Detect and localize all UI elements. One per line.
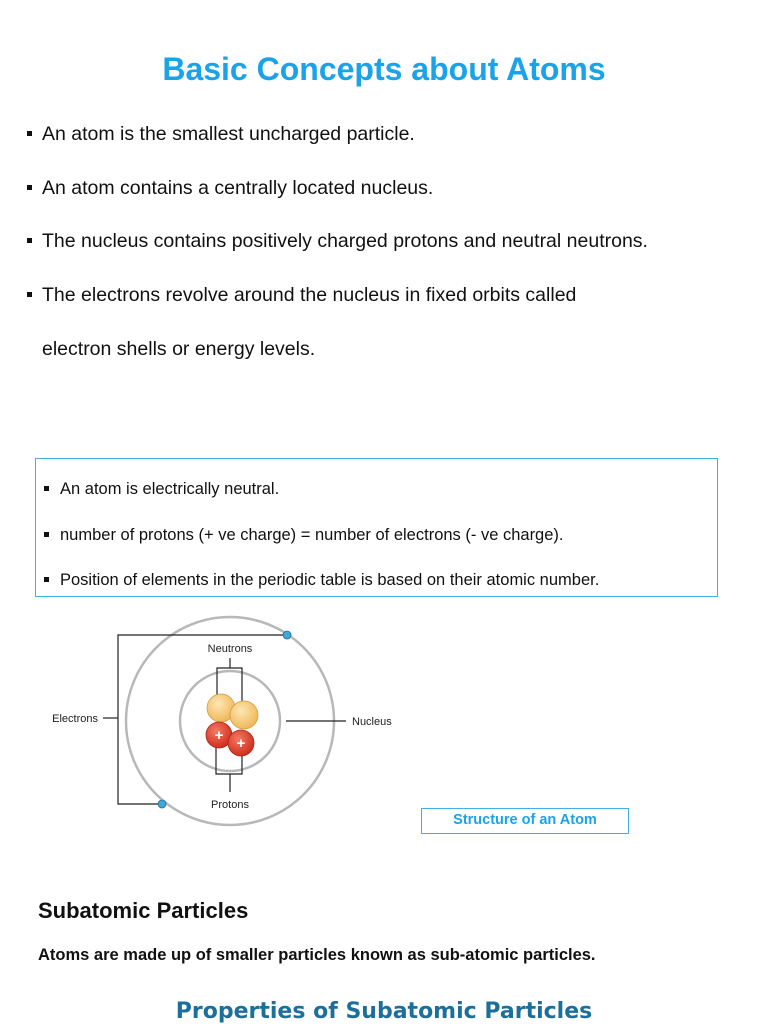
key-point-text: An atom is the smallest uncharged particle. bbox=[42, 123, 415, 145]
callout-item bbox=[60, 570, 599, 590]
key-point-text: electron shells or energy levels. bbox=[42, 338, 316, 360]
electron-icon bbox=[283, 631, 291, 639]
callout-text: An atom is electrically neutral. bbox=[60, 480, 280, 498]
bullet-icon bbox=[27, 238, 32, 243]
bullet-icon bbox=[44, 577, 49, 582]
key-point-text: An atom contains a centrally located nucleus. bbox=[42, 177, 434, 199]
key-point bbox=[42, 122, 415, 146]
inner-orbit bbox=[180, 671, 280, 771]
bullet-icon bbox=[27, 131, 32, 136]
proton-charge-sign: + bbox=[236, 735, 246, 752]
section-heading: Subatomic Particles bbox=[38, 898, 249, 923]
bullet-icon bbox=[44, 532, 49, 537]
bullet-icon bbox=[44, 486, 49, 491]
nucleus-label: Nucleus bbox=[352, 716, 392, 728]
page-title: Basic Concepts about Atoms bbox=[162, 51, 606, 87]
protons-label: Protons bbox=[211, 799, 249, 811]
callout-item bbox=[60, 525, 564, 545]
electrons-label: Electrons bbox=[52, 713, 98, 725]
properties-subheading: Properties of Subatomic Particles bbox=[175, 999, 593, 1024]
key-point bbox=[42, 229, 648, 253]
bullet-icon bbox=[27, 292, 32, 297]
callout-item bbox=[60, 479, 279, 499]
proton-charge-sign: + bbox=[214, 727, 224, 744]
key-point-text: The electrons revolve around the nucleus in fixed orbits called bbox=[42, 284, 577, 306]
key-point bbox=[42, 176, 433, 200]
electron-icon bbox=[158, 800, 166, 808]
diagram-caption: Structure of an Atom bbox=[421, 808, 629, 834]
callout-text: Position of elements in the periodic table is based on their atomic number. bbox=[60, 571, 600, 589]
bullet-icon bbox=[27, 185, 32, 190]
atom-structure-diagram bbox=[0, 600, 420, 840]
key-point-text: The nucleus contains positively charged protons and neutral neutrons. bbox=[42, 230, 648, 252]
key-point-continuation bbox=[42, 337, 315, 361]
neutrality-callout bbox=[35, 458, 718, 597]
neutron-icon bbox=[230, 701, 258, 729]
callout-text: number of protons (+ ve charge) = number of electrons (- ve charge). bbox=[60, 526, 564, 544]
neutrons-label: Neutrons bbox=[207, 643, 253, 655]
key-point bbox=[42, 283, 576, 307]
section-intro: Atoms are made up of smaller particles known as sub-atomic particles. bbox=[38, 946, 596, 964]
